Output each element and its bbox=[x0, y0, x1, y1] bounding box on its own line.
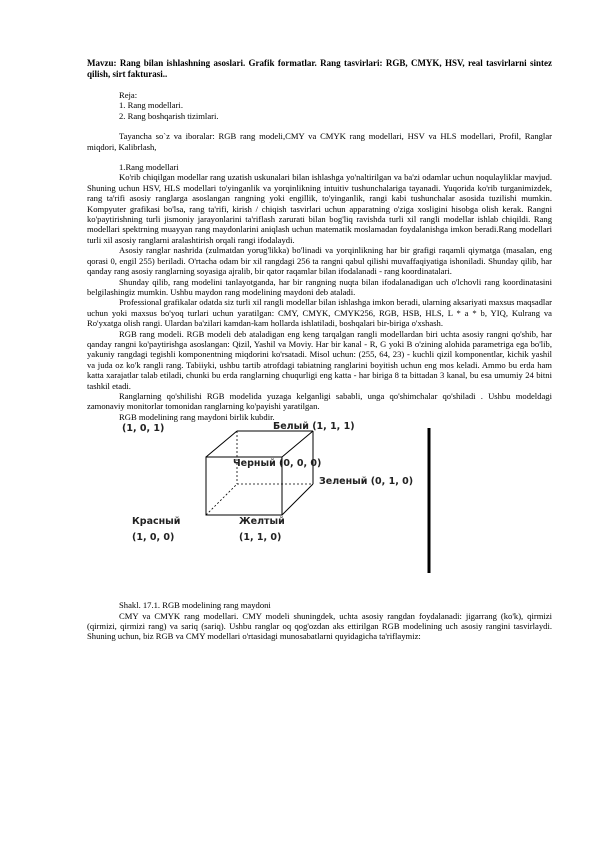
body-paragraph: Professional grafikalar odatda siz turli xil rangli modellar bilan ishlashga imkon beradi, ularning aksariyati maxsus maqsadlar uchun yoki maxsus bo'yoq turlari uchun yaratilgan: CMY, CMYK, CMYK256, RGB, HSB, HLS, L * a * b, YIQ, Kulrang va Ro'yxatga olish rangi. Ulardan ba'zilari kamdan-kam hollarda ishlatiladi, boshqalari bir-biriga o'xshash. bbox=[87, 297, 552, 329]
label-yellow-coords: (1, 1, 0) bbox=[239, 532, 282, 544]
figure-intro: RGB modelining rang maydoni birlik kubdir. bbox=[119, 411, 275, 422]
figure-caption: Shakl. 17.1. RGB modelining rang maydoni bbox=[119, 600, 271, 611]
document-title: Mavzu: Rang bilan ishlashning asoslari. Grafik formatlar. Rang tasvirlari: RGB, CMYK, HSV, real tasvirlarni sintez qilish, sirt fakturasi.. bbox=[87, 58, 552, 79]
body-paragraph: CMY va CMYK rang modellari. CMY modeli shuningdek, uchta asosiy rangdan foydalanadi: jigarrang (ko'k), qirmizi (qirmizi, qirmizi rang) va sariq (sariq). Ushbu ranglar oq qog'ozdan aks ettirilgan RGB modelining uch asosiy rangini tasvirlaydi. Shuning uchun, biz RGB va CMY modellari o'rtasidagi munosabatlarni quyidagicha ta'riflaymiz: bbox=[87, 610, 552, 642]
body-paragraph: RGB rang modeli. RGB modeli deb ataladigan eng keng tarqalgan rangli modellardan biri uchta asosiy rangni qo'shib, har qanday rangni ko'paytirishga asoslangan: Qizil, Yashil va Moviy. Har bir kanal - R, G yoki B o'zining alohida parametriga ega bo'lib, yakuniy rangdagi tegishli komponentning miqdorini ko'rsatadi. Misol uchun: (255, 64, 23) - kuchli qizil komponentlar, kichik yashil va juda oz ko'k rangli rang. Tabiiyki, ushbu tartib atrofdagi tabiatning ranglarini boyitish uchun eng mos keladi. Ammo bu erda ham katta xarajatlar talab etiladi, chunki bu erda ranglarning chuqurligi eng katta - har biriga 8 ta bittadan 3 kanal, bu esa umumiy 24 bitni tashkil etadi. bbox=[87, 328, 552, 391]
keywords-paragraph: Tayancha so`z va iboralar: RGB rang modeli,CMY va CMYK rang modellari, HSV va HLS modellari, Profil, Ranglar miqdori, Kalibrlash, bbox=[87, 131, 552, 152]
cube-edge bbox=[206, 431, 237, 457]
label-black-corner: Черный (0, 0, 0) bbox=[233, 458, 322, 470]
body-paragraph: Shunday qilib, rang modelini tanlayotganda, har bir rangning nuqta bilan ifodalanadigan uch o'lchovli rang koordinatasini belgilashingiz mumkin. Ushbu maydon rang modelining maydoni deb ataladi. bbox=[87, 276, 552, 297]
body-paragraph: Ko'rib chiqilgan modellar rang uzatish uskunalari bilan ishlashga yo'naltirilgan va ba'zi odamlar uchun noqulayliklar mavjud. Shuning uchun HSV, HLS modellari to'yinganlik va yorqinlikning intuitiv tushunchalariga tayanadi. Yuqorida ko'rib turganimizdek, rang ta'rifi asosiy ranglarga asoslangan rangning yoki engillik, to'yinganlik, rangi kabi tushunchalar asosida tuzilishi mumkin. Kompyuter grafikasi bo'lsa, rang ta'rifi, kirish / chiqish tasvirlari uchun apparatning o'ziga xosligini hisobga olish kerak. Rangni ko'paytirishning turli jismoniy jarayonlarini ta'riflash zarurati bilan bog'liq ravishda turli xil rangli modellar ishlab chiqildi. Rang modellari spektrning muayyan rang maydonlarini aniqlash uchun matematik moslamadan foydalanishga imkon beradi.Rang modellari turli xil asosiy ranglarni aralashtirish orqali rangi ifodalaydi. bbox=[87, 172, 552, 245]
label-blue-corner: (1, 0, 1) bbox=[122, 423, 165, 435]
section-heading: 1.Rang modellari bbox=[119, 162, 179, 173]
label-red-coords: (1, 0, 0) bbox=[132, 532, 175, 544]
plan-heading: Reja: bbox=[119, 90, 138, 100]
body-paragraph: Ranglarning qo'shilishi RGB modelida yuzaga kelganligi sababli, unga qo'shimchalar qo'shiladi . Ushbu modeldagi zamonaviy monitorlar tomonidan ranglarning ko'payishi yaratilgan. bbox=[87, 390, 552, 412]
cube-edge bbox=[282, 431, 313, 457]
rgb-cube-figure bbox=[87, 422, 552, 600]
document-page bbox=[87, 58, 552, 642]
plan-item: 1. Rang modellari. bbox=[119, 100, 183, 111]
cube-edge bbox=[282, 484, 313, 515]
rgb-cube-diagram bbox=[87, 422, 552, 600]
label-green-corner: Зеленый (0, 1, 0) bbox=[319, 476, 414, 488]
cube-hidden-edge bbox=[206, 484, 237, 515]
label-white-corner: Белый (1, 1, 1) bbox=[273, 421, 355, 433]
plan-item: 2. Rang boshqarish tizimlari. bbox=[119, 110, 219, 121]
label-yellow-name: Желтый bbox=[239, 516, 285, 528]
body-paragraph: Asosiy ranglar nashrida (zulmatdan yorug'likka) bo'linadi va yorqinlikning har bir grafigi raqamli qiymatga (masalan, eng qorasi 0, engil 255) beriladi. O'rtacha odam bir xil rangdagi 256 ta rangni qabul qilishi muvaffaqiyatiga ishoniladi. Shunday qilib, har qanday rang asosiy ranglarning soyasiga ajralib, bir qator raqamlar bilan ifodalanadi - rang koordinatalari. bbox=[87, 245, 552, 277]
label-red-name: Красный bbox=[132, 516, 181, 528]
